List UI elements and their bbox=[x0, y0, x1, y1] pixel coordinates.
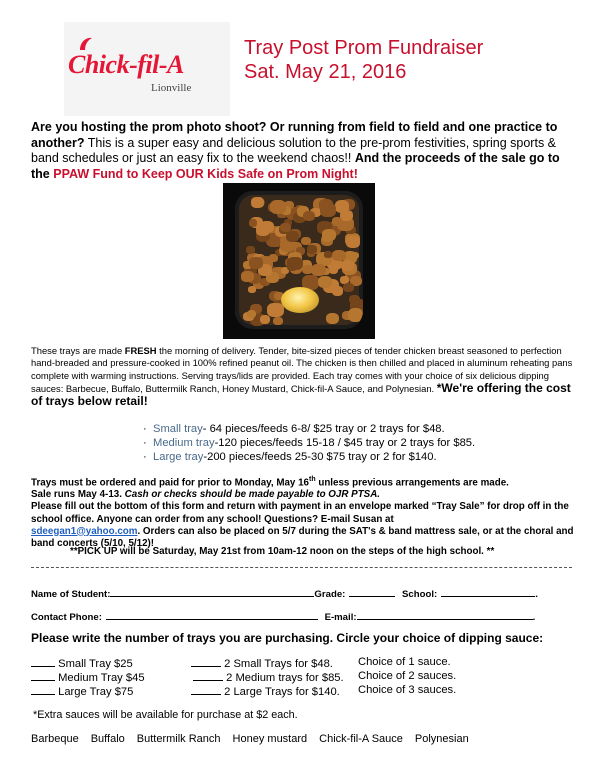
order-terms: Trays must be ordered and paid for prior to Monday, May 16th unless previous arrangements are made. Sale runs May 4-13. Cash or checks should be made payable to OJR PTSA. Please fill out the bottom of this form and return with payment in an envelope marked “Tray Sale” for drop off in the school office. Anyone can order from any school! Questions? E-mail Susan at sdeegan1@yahoo.com. Orders can also be placed on 5/7 during the SAT's & band mattress sale, or at the choral and band concerts (5/10, 5/12)! bbox=[31, 476, 574, 549]
nugget bbox=[324, 251, 332, 258]
nugget bbox=[301, 237, 311, 246]
nugget bbox=[248, 286, 256, 293]
nugget bbox=[322, 229, 336, 241]
tray-description: These trays are made FRESH the morning of delivery. Tender, bite-sized pieces of tender chicken breast seasoned to perfection hand-breaded and pressure-cooked in 100% refined peanut oil. The chicken is then chilled and placed in aluminum reheating pans complete with warming instructions. Serving trays/lids are provided. Each tray comes with your choice of six delicious dipping sauces: Barbecue, Buffalo, Buttermilk Ranch, Honey Mustard, Chick-fil-A Sauce, and Polynesian. *We're offering the cost of trays below retail! bbox=[31, 345, 573, 409]
cut-line-divider bbox=[31, 567, 572, 568]
nugget bbox=[246, 246, 255, 253]
sauce-option[interactable]: Barbeque bbox=[31, 733, 79, 745]
qty-small-field[interactable] bbox=[31, 656, 55, 667]
qty-2-large-field[interactable] bbox=[191, 684, 221, 695]
pickup-note: **PICK UP will be Saturday, May 21st from 10am-12 noon on the steps of the high school. ** bbox=[70, 546, 495, 557]
student-info-row: Name of Student: Grade: School: . bbox=[31, 586, 538, 600]
school-field[interactable] bbox=[441, 586, 535, 597]
nugget-tray-photo bbox=[223, 183, 375, 339]
order-instruction: Please write the number of trays you are purchasing. Circle your choice of dipping sauce: bbox=[31, 631, 544, 645]
nugget bbox=[307, 245, 317, 254]
size-medium: · Medium tray-120 pieces/feeds 15-18 / $45 tray or 2 trays for $85. bbox=[143, 437, 476, 449]
order-row-large: Large Tray $75 2 Large Trays for $140. Choice of 3 sauces. bbox=[31, 684, 133, 698]
sauce-choices bbox=[31, 733, 481, 745]
nugget bbox=[343, 283, 354, 292]
nugget bbox=[332, 217, 342, 226]
order-row-medium: Medium Tray $45 2 Medium trays for $85. Choice of 2 sauces. bbox=[31, 670, 145, 684]
size-large: · Large tray-200 pieces/feeds 25-30 $75 tray or 2 for $140. bbox=[143, 451, 437, 463]
sauce-option[interactable]: Honey mustard bbox=[232, 733, 308, 745]
nugget bbox=[326, 313, 339, 324]
email-field[interactable] bbox=[357, 609, 533, 620]
logo-location: Lionville bbox=[151, 82, 192, 94]
nugget bbox=[287, 263, 297, 271]
qty-2-medium-field[interactable] bbox=[193, 670, 223, 681]
page-title: Tray Post Prom Fundraiser Sat. May 21, 2016 bbox=[244, 37, 484, 83]
contact-phone-field[interactable] bbox=[106, 609, 318, 620]
qty-medium-field[interactable] bbox=[31, 670, 55, 681]
nugget bbox=[350, 252, 359, 259]
nugget bbox=[311, 264, 326, 277]
size-small: · Small tray- 64 pieces/feeds 6-8/ $25 tray or 2 trays for $48. bbox=[143, 423, 445, 435]
sauce-option[interactable]: Buttermilk Ranch bbox=[136, 733, 221, 745]
grade-field[interactable] bbox=[349, 586, 395, 597]
sauce-option[interactable]: Buffalo bbox=[90, 733, 125, 745]
nugget bbox=[267, 303, 283, 317]
nugget bbox=[249, 257, 263, 269]
nugget bbox=[251, 197, 263, 208]
nugget bbox=[256, 224, 270, 236]
nugget bbox=[341, 260, 354, 271]
qty-2-small-field[interactable] bbox=[191, 656, 221, 667]
nugget bbox=[273, 317, 283, 325]
nugget bbox=[247, 310, 257, 318]
student-name-field[interactable] bbox=[110, 586, 314, 597]
nugget bbox=[270, 200, 286, 214]
nugget bbox=[346, 236, 360, 248]
order-row-small: Small Tray $25 2 Small Trays for $48. Choice of 1 sauce. bbox=[31, 656, 133, 670]
nugget bbox=[286, 231, 299, 242]
nugget bbox=[320, 203, 336, 217]
nugget bbox=[332, 286, 344, 296]
sauce-option[interactable]: Chick-fil-A Sauce bbox=[319, 733, 403, 745]
nugget-tray bbox=[235, 191, 363, 329]
logo-wordmark: Chick-fil-A bbox=[68, 50, 184, 79]
contact-row: Contact Phone: E-mail: . bbox=[31, 609, 535, 623]
nugget bbox=[348, 308, 363, 321]
nugget bbox=[349, 295, 360, 304]
nugget bbox=[241, 272, 250, 280]
nugget bbox=[260, 315, 271, 324]
nugget bbox=[303, 211, 315, 222]
chick-fil-a-logo bbox=[64, 22, 230, 116]
sauce-option[interactable]: Polynesian bbox=[414, 733, 469, 745]
nugget bbox=[318, 276, 332, 288]
email-link[interactable]: sdeegan1@yahoo.com bbox=[31, 525, 138, 537]
qty-large-field[interactable] bbox=[31, 684, 55, 695]
dipping-sauce-cup bbox=[281, 287, 319, 313]
intro-paragraph: Are you hosting the prom photo shoot? Or running from field to field and one practice to another? This is a super easy and delicious solution to the pre-prom festivities, spring sports & band schedules or just an easy fix to the weekend chaos!! And the proceeds of the sale go to the PPAW Fund to Keep OUR Kids Safe on Prom Night! bbox=[31, 120, 560, 181]
extra-sauce-note: *Extra sauces will be available for purchase at $2 each. bbox=[33, 709, 298, 721]
